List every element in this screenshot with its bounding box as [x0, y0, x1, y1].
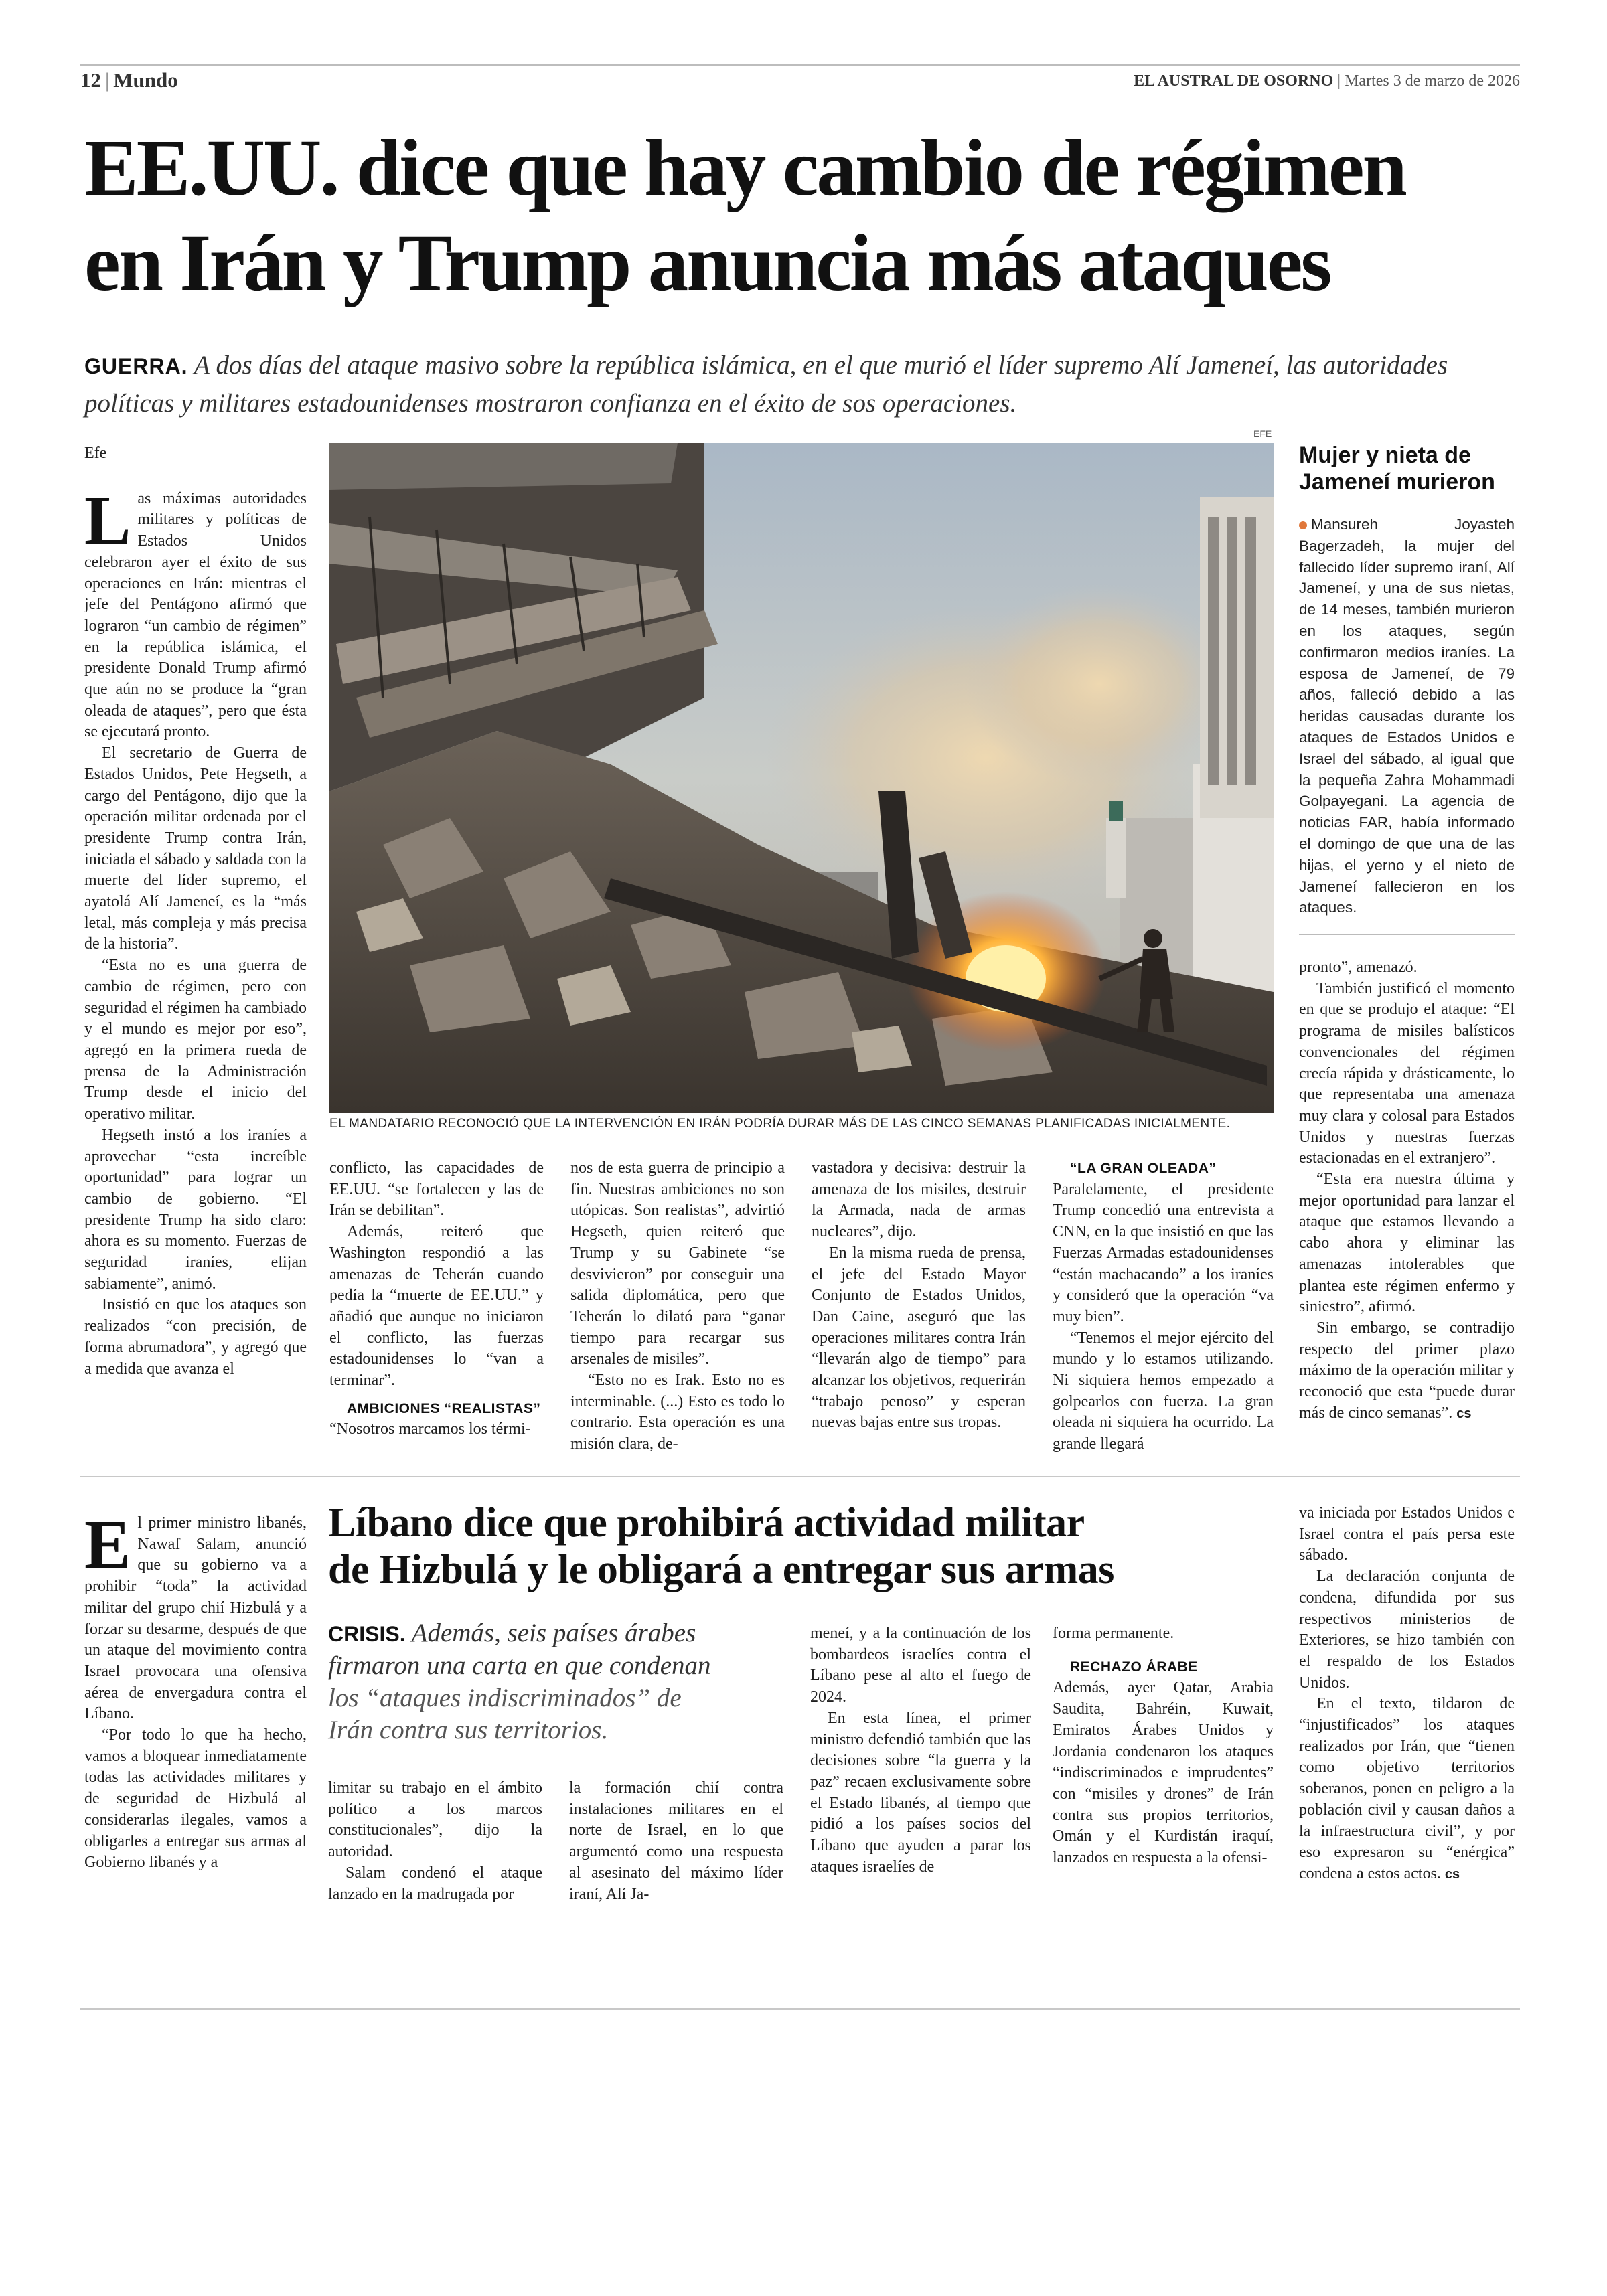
top-rule — [80, 64, 1520, 66]
second-col1-p2: “Por todo lo que ha hecho, vamos a bloquear inmediatamente todas las actividades militares y de seguridad de Hizbulá al considerarlas ilegales, vamos a obligarles a entregar sus armas al Gobierno libanés y a — [84, 1726, 307, 1872]
end-mark: cs — [1456, 1406, 1472, 1421]
second-col2-p2: Salam condenó el ataque lanzado en la madrugada por — [328, 1864, 542, 1903]
publication-date: Martes 3 de marzo de 2026 — [1345, 72, 1520, 90]
main-col6-p2: También justificó el momento en que se produjo el ataque: “El programa de misiles balísticos convencionales del régimen crecía rápida y drásticamente, lo que representaba una amenaza muy clara y colosal para Estados Unidos y nuestras fuerzas estacionadas en el extranjero”. — [1299, 979, 1515, 1167]
main-col5-p1: Paralelamente, el presidente Trump concedió una entrevista a CNN, en la que insistió en que las Fuerzas Armadas estadounidenses “están machacando” a los iraníes y consideró que la operación “va muy bien”. — [1053, 1180, 1274, 1325]
rubble-photo — [329, 443, 1274, 1113]
main-col1-p3: “Esta no es una guerra de cambio de régimen, pero con seguridad el régimen ha cambiado y el mundo es mejor por eso”, agregó en la primera rueda de prensa de la Administración Trump desde el inicio del operativo militar. — [84, 957, 307, 1123]
second-col3-p1: la formación chií contra instalaciones militares en el norte de Israel, en lo que argumentó como una respuesta al asesinato del máximo líder iraní, Alí Ja- — [569, 1779, 783, 1903]
main-dropcap: L — [84, 481, 131, 559]
second-col1-p1: El primer ministro libanés, Nawaf Salam, anunció que su gobierno va a prohibir “toda” la actividad militar del grupo chií Hizbulá y a forzar su desarme, después de que un ataque del movimiento contra Israel provocara una ofensiva aérea de envergadura contra el Líbano. — [84, 1506, 307, 1723]
bottom-rule — [80, 2008, 1520, 2010]
main-col5-p2: “Tenemos el mejor ejército del mundo y lo estamos utilizando. Ni siquiera hemos empezado a golpearlos con fuerza. La gran oleada ni siquiera ha ocurrido. La grande llegará — [1053, 1329, 1274, 1453]
section-name: Mundo — [113, 68, 178, 92]
main-headline — [84, 120, 1524, 311]
main-col-2 — [329, 1158, 544, 1441]
main-col1-p4: Hegseth instó a los iraníes a aprovechar “esta increíble oportunidad” para lograr un cambio de gobierno. “El presidente Trump ha sido claro: ahora es su momento. Fuerzas de seguridad iraníes, elijan sabiamente”, animó. — [84, 1126, 307, 1293]
second-col4-p2: En esta línea, el primer ministro defendió también que las decisiones sobre “la guerra y la paz” recaen exclusivamente sobre el Estado libanés, al tiempo que pidió a los países socios del Líbano que ayuden a parar los ataques israelíes de — [810, 1709, 1031, 1876]
second-col-2 — [328, 1778, 542, 1905]
main-col4-p2: En la misma rueda de prensa, el jefe del Estado Mayor Conjunto de Estados Unidos, Dan Caine, aseguró que las operaciones militares contra Irán “llevarán algo de tiempo” para alcanzar los objetivos, requerirán “trabajo penoso” y esperan nuevas bajas entre sus tropas. — [812, 1244, 1026, 1432]
second-col6-p3: En el texto, tildaron de “injustificados” los ataques realizados por Irán, que “tienen como objetivo territorios soberanos, ponen en peligro a la población civil y causan daños a la infraestructura civil”, y por eso expresaron su “enérgica” condena a estos actos. cs — [1299, 1695, 1515, 1882]
byline: Efe — [84, 444, 107, 462]
main-col2-p2: Además, reiteró que Washington respondió a las amenazas de Teherán cuando pedía la “muerte de EE.UU.” y añadió que aunque no iniciaron el conflicto, las fuerzas estadounidenses lo “van a terminar”. — [329, 1223, 544, 1390]
main-col6-p3: “Esta era nuestra última y mejor oportunidad para lanzar el ataque que estamos llevando a cabo ahora y eliminar las amenazas intolerables que plantea este régimen enfermo y siniestro”, afirmó. — [1299, 1171, 1515, 1316]
end-mark: cs — [1444, 1866, 1460, 1882]
publication-info: EL AUSTRAL DE OSORNO | Martes 3 de marzo de 2026 — [1134, 72, 1520, 90]
second-col-5 — [1053, 1623, 1274, 1869]
second-headline — [328, 1499, 1292, 1593]
second-col6-p2: La declaración conjunta de condena, difundida por sus respectivos ministerios de Exteriores, se hizo también con el respaldo de los Estados Unidos. — [1299, 1568, 1515, 1692]
second-col-4 — [810, 1623, 1031, 1878]
sidebar-rule — [1299, 934, 1515, 935]
main-deck-text: A dos días del ataque masivo sobre la república islámica, en el que murió el líder supremo Alí Jameneí, las autoridades políticas y militares estadounidenses mostraron confianza en el éxito de sos operaciones. — [84, 351, 1448, 418]
main-col3-p2: “Esto no es Irak. Esto no es interminable. (...) Esto es todo lo contrario. Esta operación es una misión clara, de- — [570, 1372, 785, 1453]
main-col-5 — [1053, 1158, 1274, 1455]
second-deck: CRISIS. Además, seis países árabes firmaron una carta en que condenan los “ataques indiscriminados” de Irán contra sus territorios. — [328, 1619, 711, 1744]
second-kicker: CRISIS. — [328, 1622, 406, 1646]
main-col1-p5: Insistió en que los ataques son realizados “con precisión, de forma abrumadora”, y agregó que a medida que avanza el — [84, 1296, 307, 1378]
main-col4-p1: vastadora y decisiva: destruir la amenaza de los misiles, destruir la Armada, nada de armas nucleares”, dijo. — [812, 1159, 1026, 1241]
second-col5-subhead: RECHAZO ÁRABE — [1070, 1659, 1198, 1675]
second-dropcap: E — [84, 1506, 131, 1583]
bullet-icon — [1299, 521, 1307, 529]
second-headline-line1: Líbano dice que prohibirá actividad militar — [328, 1500, 1085, 1546]
main-kicker: GUERRA. — [84, 354, 188, 378]
main-headline-line1: EE.UU. dice que hay cambio de régimen — [84, 123, 1405, 213]
second-col-3 — [569, 1778, 783, 1905]
sidebar-body: Mansureh Joyasteh Bagerzadeh, la mujer del fallecido líder supremo iraní, Alí Jameneí, y una de sus nietas, de 14 meses, también murieron en los ataques, según confirmaron medios iraníes. La esposa de Jameneí, de 79 años, falleció debido a las heridas causadas durante los ataques de Estados Unidos e Israel del sábado, al igual que la pequeña Zahra Mohammadi Golpayegani. La agencia de noticias FAR, había informado el domingo de que una de las hijas, el yerno y el nieto de Jameneí fallecieron en los ataques. — [1299, 516, 1515, 916]
second-col4-p1: meneí, y a la continuación de los bombardeos israelíes contra el Líbano pese al alto el fuego de 2024. — [810, 1625, 1031, 1706]
page-number: 12 — [80, 68, 101, 92]
second-headline-line2: de Hizbulá y le obligará a entregar sus armas — [328, 1547, 1114, 1592]
main-col2-subhead: AMBICIONES “REALISTAS” — [347, 1400, 541, 1416]
main-col6-p4: Sin embargo, se contradijo respecto del primer plazo máximo de la operación militar y reconoció que esta “puede durar más de cinco semanas”. cs — [1299, 1319, 1515, 1422]
main-col-4 — [812, 1158, 1026, 1434]
main-col1-p2: El secretario de Guerra de Estados Unidos, Pete Hegseth, a cargo del Pentágono, dijo que la operación militar ordenada por el presidente Trump contra Irán, iniciada el sábado y saldada con la muerte del líder supremo, el ayatolá Alí Jameneí, es la “más letal, más compleja y más precisa de la historia”. — [84, 744, 307, 953]
main-col6-p1: pronto”, amenazó. — [1299, 959, 1418, 976]
main-col1-p1: Las máximas autoridades militares y políticas de Estados Unidos celebraron ayer el éxito de sus operaciones en Irán: mientras el jefe del Pentágono afirmó que lograron “un cambio de régimen” en la república islámica, el presidente Donald Trump afirmó que aún no se produce la “gran oleada de ataques”, pero que ésta se ejecutará pronto. — [84, 481, 307, 741]
main-col-1 — [84, 443, 307, 1380]
main-col2-p3: “Nosotros marcamos los térmi- — [329, 1420, 531, 1439]
second-col5-p2: Además, ayer Qatar, Arabia Saudita, Bahréin, Kuwait, Emiratos Árabes Unidos y Jordania condenaron los ataques “indiscriminados e imprudentes” con “misiles y drones” de Irán contra sus propios territorios, Omán y el Kurdistán iraquí, lanzados en respuesta a la ofensi- — [1053, 1679, 1274, 1867]
photo-credit: EFE — [1253, 428, 1272, 439]
photo-caption: EL MANDATARIO RECONOCIÓ QUE LA INTERVENCIÓN EN IRÁN PODRÍA DURAR MÁS DE LAS CINCO SEMANAS PLANIFICADAS INICIALMENTE. — [329, 1117, 1231, 1131]
main-deck — [84, 347, 1524, 422]
article-separator — [80, 1476, 1520, 1477]
main-col5-subhead: “LA GRAN OLEADA” — [1070, 1161, 1217, 1176]
second-col5-p1: forma permanente. — [1053, 1625, 1174, 1642]
main-col2-p1: conflicto, las capacidades de EE.UU. “se fortalecen y las de Irán se debilitan”. — [329, 1159, 544, 1220]
second-col6-p1: va iniciada por Estados Unidos e Israel contra el país persa este sábado. — [1299, 1504, 1515, 1564]
main-col3-p1: nos de esta guerra de principio a fin. Nuestras ambiciones no son utópicas. Son realistas”, advirtió Hegseth, quien reiteró que Trump y su Gabinete “se desvivieron” por conseguir una salida diplomática, pero que Teherán lo dilató para “ganar tiempo para recargar sus arsenales de misiles”. — [570, 1159, 785, 1368]
main-col-3 — [570, 1158, 785, 1455]
folio: 12 | Mundo — [80, 68, 178, 92]
second-col-1 — [84, 1506, 307, 1874]
second-col2-p1: limitar su trabajo en el ámbito político a los marcos constitucionales”, dijo la autoridad. — [328, 1779, 542, 1861]
publication-name: EL AUSTRAL DE OSORNO — [1134, 72, 1334, 90]
second-col-6 — [1299, 1503, 1515, 1886]
sidebar-title: Mujer y nieta de Jameneí murieron — [1299, 442, 1495, 495]
main-headline-line2: en Irán y Trump anuncia más ataques — [84, 218, 1330, 308]
main-col-6 — [1299, 957, 1515, 1424]
rubble-photo-illustration — [329, 443, 1274, 1113]
